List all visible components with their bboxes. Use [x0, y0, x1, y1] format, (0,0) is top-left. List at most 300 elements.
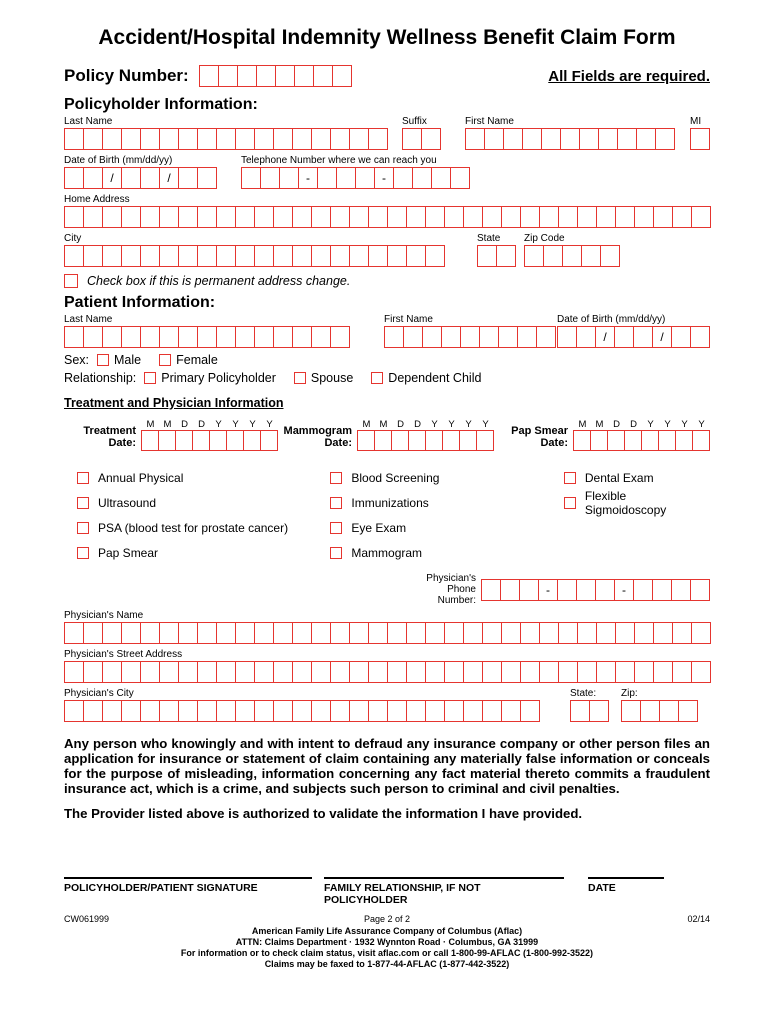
- comb-cell[interactable]: [102, 700, 122, 722]
- comb-cell[interactable]: [406, 700, 426, 722]
- comb-cell[interactable]: [256, 65, 276, 87]
- comb-cell[interactable]: [64, 700, 84, 722]
- comb-cell[interactable]: [640, 700, 660, 722]
- comb-cell[interactable]: [64, 622, 84, 644]
- comb-cell[interactable]: [330, 245, 350, 267]
- comb-cell[interactable]: [294, 65, 314, 87]
- comb-cell[interactable]: [178, 326, 198, 348]
- comb-cell[interactable]: [273, 245, 293, 267]
- comb-cell[interactable]: [425, 622, 445, 644]
- comb-cell[interactable]: [431, 167, 451, 189]
- comb-cell[interactable]: [199, 65, 219, 87]
- comb-cell[interactable]: [387, 206, 407, 228]
- comb-cell[interactable]: [83, 128, 103, 150]
- comb-cell[interactable]: [368, 128, 388, 150]
- comb-cell[interactable]: [121, 622, 141, 644]
- comb-cell[interactable]: [641, 430, 659, 451]
- comb-cell[interactable]: [560, 128, 580, 150]
- comb-cell[interactable]: [311, 700, 331, 722]
- comb-cell[interactable]: [254, 206, 274, 228]
- comb-cell[interactable]: [273, 206, 293, 228]
- date-signature-line[interactable]: DATE: [588, 877, 664, 906]
- comb-cell[interactable]: [140, 167, 160, 189]
- exam-checkbox[interactable]: [330, 522, 342, 534]
- comb-cell[interactable]: [463, 206, 483, 228]
- comb-cell[interactable]: [406, 245, 426, 267]
- comb-cell[interactable]: [634, 622, 654, 644]
- comb-cell[interactable]: [615, 661, 635, 683]
- exam-checkbox[interactable]: [564, 497, 576, 509]
- comb-cell[interactable]: [590, 430, 608, 451]
- comb-cell[interactable]: [140, 128, 160, 150]
- comb-cell[interactable]: [482, 206, 502, 228]
- comb-cell[interactable]: [349, 661, 369, 683]
- comb-cell[interactable]: [197, 622, 217, 644]
- comb-cell[interactable]: [600, 245, 620, 267]
- comb-cell[interactable]: [557, 579, 577, 601]
- comb-cell[interactable]: [501, 206, 521, 228]
- comb-cell[interactable]: [387, 661, 407, 683]
- comb-cell[interactable]: [121, 128, 141, 150]
- comb-cell[interactable]: [216, 622, 236, 644]
- comb-cell[interactable]: [496, 245, 516, 267]
- comb-cell[interactable]: [633, 579, 653, 601]
- comb-cell[interactable]: [617, 128, 637, 150]
- comb-cell[interactable]: [671, 579, 691, 601]
- comb-cell[interactable]: [311, 326, 331, 348]
- comb-cell[interactable]: [197, 700, 217, 722]
- comb-cell[interactable]: [64, 128, 84, 150]
- comb-cell[interactable]: [524, 245, 544, 267]
- comb-cell[interactable]: [634, 661, 654, 683]
- comb-cell[interactable]: [235, 326, 255, 348]
- comb-cell[interactable]: [254, 622, 274, 644]
- comb-cell[interactable]: [659, 700, 679, 722]
- comb-cell[interactable]: [425, 206, 445, 228]
- comb-cell[interactable]: [596, 622, 616, 644]
- comb-cell[interactable]: [425, 661, 445, 683]
- comb-cell[interactable]: [83, 326, 103, 348]
- comb-cell[interactable]: [596, 206, 616, 228]
- comb-cell[interactable]: [83, 661, 103, 683]
- exam-checkbox[interactable]: [77, 472, 89, 484]
- comb-cell[interactable]: [254, 128, 274, 150]
- comb-cell[interactable]: [178, 167, 198, 189]
- comb-cell[interactable]: [178, 700, 198, 722]
- comb-cell[interactable]: [692, 430, 710, 451]
- comb-cell[interactable]: [175, 430, 193, 451]
- comb-cell[interactable]: [498, 326, 518, 348]
- comb-cell[interactable]: [558, 206, 578, 228]
- comb-cell[interactable]: [317, 167, 337, 189]
- comb-cell[interactable]: [387, 622, 407, 644]
- comb-cell[interactable]: [368, 661, 388, 683]
- comb-cell[interactable]: [254, 326, 274, 348]
- comb-cell[interactable]: [216, 700, 236, 722]
- comb-cell[interactable]: [655, 128, 675, 150]
- comb-cell[interactable]: [349, 700, 369, 722]
- comb-cell[interactable]: [121, 167, 141, 189]
- comb-cell[interactable]: [484, 128, 504, 150]
- comb-cell[interactable]: [83, 700, 103, 722]
- comb-cell[interactable]: [607, 430, 625, 451]
- comb-cell[interactable]: [330, 661, 350, 683]
- comb-cell[interactable]: [292, 326, 312, 348]
- comb-cell[interactable]: [178, 128, 198, 150]
- comb-cell[interactable]: [216, 245, 236, 267]
- comb-cell[interactable]: [102, 326, 122, 348]
- comb-cell[interactable]: [503, 128, 523, 150]
- comb-cell[interactable]: [273, 128, 293, 150]
- comb-cell[interactable]: [279, 167, 299, 189]
- comb-cell[interactable]: [678, 700, 698, 722]
- comb-cell[interactable]: [311, 206, 331, 228]
- comb-cell[interactable]: [349, 206, 369, 228]
- comb-cell[interactable]: [83, 622, 103, 644]
- comb-cell[interactable]: [691, 622, 711, 644]
- comb-cell[interactable]: [520, 661, 540, 683]
- comb-cell[interactable]: [197, 206, 217, 228]
- comb-cell[interactable]: [562, 245, 582, 267]
- comb-cell[interactable]: [658, 430, 676, 451]
- comb-cell[interactable]: [64, 326, 84, 348]
- comb-cell[interactable]: [636, 128, 656, 150]
- comb-cell[interactable]: [621, 700, 641, 722]
- comb-cell[interactable]: [121, 661, 141, 683]
- comb-cell[interactable]: [273, 700, 293, 722]
- comb-cell[interactable]: [235, 661, 255, 683]
- comb-cell[interactable]: [422, 326, 442, 348]
- comb-cell[interactable]: [690, 326, 710, 348]
- comb-cell[interactable]: [460, 326, 480, 348]
- comb-cell[interactable]: [463, 661, 483, 683]
- policyholder-signature-line[interactable]: POLICYHOLDER/PATIENT SIGNATURE: [64, 877, 312, 906]
- comb-cell[interactable]: [570, 700, 590, 722]
- exam-checkbox[interactable]: [330, 497, 342, 509]
- comb-cell[interactable]: [573, 430, 591, 451]
- comb-cell[interactable]: [102, 206, 122, 228]
- comb-cell[interactable]: [178, 206, 198, 228]
- comb-cell[interactable]: [465, 128, 485, 150]
- comb-cell[interactable]: [292, 622, 312, 644]
- comb-cell[interactable]: [539, 622, 559, 644]
- comb-cell[interactable]: [672, 622, 692, 644]
- spouse-checkbox[interactable]: [294, 372, 306, 384]
- comb-cell[interactable]: [64, 245, 84, 267]
- comb-cell[interactable]: [235, 700, 255, 722]
- comb-cell[interactable]: [501, 661, 521, 683]
- comb-cell[interactable]: [311, 128, 331, 150]
- comb-cell[interactable]: [140, 206, 160, 228]
- comb-cell[interactable]: [482, 622, 502, 644]
- male-checkbox[interactable]: [97, 354, 109, 366]
- comb-cell[interactable]: [254, 700, 274, 722]
- comb-cell[interactable]: [675, 430, 693, 451]
- comb-cell[interactable]: [403, 326, 423, 348]
- comb-cell[interactable]: [442, 430, 460, 451]
- comb-cell[interactable]: [557, 326, 577, 348]
- comb-cell[interactable]: [273, 661, 293, 683]
- comb-cell[interactable]: [159, 206, 179, 228]
- comb-cell[interactable]: [83, 245, 103, 267]
- comb-cell[interactable]: [519, 579, 539, 601]
- comb-cell[interactable]: [520, 622, 540, 644]
- comb-cell[interactable]: [121, 206, 141, 228]
- comb-cell[interactable]: [159, 700, 179, 722]
- primary-policyholder-checkbox[interactable]: [144, 372, 156, 384]
- comb-cell[interactable]: [408, 430, 426, 451]
- comb-cell[interactable]: [536, 326, 556, 348]
- comb-cell[interactable]: [444, 661, 464, 683]
- comb-cell[interactable]: [577, 206, 597, 228]
- comb-cell[interactable]: [273, 326, 293, 348]
- comb-cell[interactable]: [121, 700, 141, 722]
- comb-cell[interactable]: [539, 661, 559, 683]
- comb-cell[interactable]: [349, 245, 369, 267]
- comb-cell[interactable]: [463, 622, 483, 644]
- comb-cell[interactable]: [425, 430, 443, 451]
- comb-cell[interactable]: [652, 579, 672, 601]
- comb-cell[interactable]: [197, 128, 217, 150]
- comb-cell[interactable]: [615, 622, 635, 644]
- exam-checkbox[interactable]: [77, 497, 89, 509]
- comb-cell[interactable]: [159, 622, 179, 644]
- female-checkbox[interactable]: [159, 354, 171, 366]
- comb-cell[interactable]: [541, 128, 561, 150]
- comb-cell[interactable]: [357, 430, 375, 451]
- comb-cell[interactable]: [355, 167, 375, 189]
- comb-cell[interactable]: [158, 430, 176, 451]
- comb-cell[interactable]: [384, 326, 404, 348]
- comb-cell[interactable]: [197, 245, 217, 267]
- comb-cell[interactable]: [237, 65, 257, 87]
- exam-checkbox[interactable]: [330, 547, 342, 559]
- comb-cell[interactable]: [615, 206, 635, 228]
- comb-cell[interactable]: [349, 622, 369, 644]
- comb-cell[interactable]: [520, 206, 540, 228]
- comb-cell[interactable]: [402, 128, 422, 150]
- comb-cell[interactable]: [368, 622, 388, 644]
- comb-cell[interactable]: [368, 700, 388, 722]
- comb-cell[interactable]: [558, 661, 578, 683]
- comb-cell[interactable]: [209, 430, 227, 451]
- comb-cell[interactable]: [479, 326, 499, 348]
- comb-cell[interactable]: [197, 167, 217, 189]
- comb-cell[interactable]: [140, 622, 160, 644]
- exam-checkbox[interactable]: [77, 522, 89, 534]
- comb-cell[interactable]: [425, 245, 445, 267]
- comb-cell[interactable]: [653, 622, 673, 644]
- comb-cell[interactable]: [235, 622, 255, 644]
- comb-cell[interactable]: [64, 206, 84, 228]
- comb-cell[interactable]: [624, 430, 642, 451]
- comb-cell[interactable]: [476, 430, 494, 451]
- comb-cell[interactable]: [216, 661, 236, 683]
- comb-cell[interactable]: [672, 206, 692, 228]
- comb-cell[interactable]: [482, 661, 502, 683]
- comb-cell[interactable]: [581, 245, 601, 267]
- comb-cell[interactable]: [121, 245, 141, 267]
- comb-cell[interactable]: [141, 430, 159, 451]
- comb-cell[interactable]: [64, 661, 84, 683]
- family-relationship-line[interactable]: FAMILY RELATIONSHIP, IF NOT POLICYHOLDER: [324, 877, 564, 906]
- comb-cell[interactable]: [391, 430, 409, 451]
- comb-cell[interactable]: [260, 430, 278, 451]
- comb-cell[interactable]: [691, 206, 711, 228]
- comb-cell[interactable]: [543, 245, 563, 267]
- comb-cell[interactable]: [159, 661, 179, 683]
- comb-cell[interactable]: [520, 700, 540, 722]
- comb-cell[interactable]: [690, 128, 710, 150]
- comb-cell[interactable]: [336, 167, 356, 189]
- comb-cell[interactable]: [273, 622, 293, 644]
- comb-cell[interactable]: [254, 661, 274, 683]
- comb-cell[interactable]: [522, 128, 542, 150]
- comb-cell[interactable]: [243, 430, 261, 451]
- comb-cell[interactable]: [596, 661, 616, 683]
- comb-cell[interactable]: [192, 430, 210, 451]
- comb-cell[interactable]: [671, 326, 691, 348]
- comb-cell[interactable]: [102, 661, 122, 683]
- comb-cell[interactable]: [102, 622, 122, 644]
- comb-cell[interactable]: [589, 700, 609, 722]
- comb-cell[interactable]: [292, 661, 312, 683]
- comb-cell[interactable]: [216, 128, 236, 150]
- comb-cell[interactable]: [292, 128, 312, 150]
- comb-cell[interactable]: [235, 128, 255, 150]
- comb-cell[interactable]: [311, 661, 331, 683]
- comb-cell[interactable]: [481, 579, 501, 601]
- comb-cell[interactable]: [598, 128, 618, 150]
- comb-cell[interactable]: [178, 622, 198, 644]
- comb-cell[interactable]: [387, 700, 407, 722]
- comb-cell[interactable]: [330, 622, 350, 644]
- comb-cell[interactable]: [140, 245, 160, 267]
- comb-cell[interactable]: [311, 245, 331, 267]
- comb-cell[interactable]: [83, 167, 103, 189]
- comb-cell[interactable]: [216, 206, 236, 228]
- comb-cell[interactable]: [577, 661, 597, 683]
- comb-cell[interactable]: [441, 326, 461, 348]
- comb-cell[interactable]: [412, 167, 432, 189]
- exam-label: PSA (blood test for prostate cancer): [98, 520, 289, 535]
- comb-cell[interactable]: [425, 700, 445, 722]
- comb-cell[interactable]: [477, 245, 497, 267]
- comb-cell[interactable]: [349, 128, 369, 150]
- comb-cell[interactable]: [450, 167, 470, 189]
- comb-cell[interactable]: [653, 206, 673, 228]
- address-change-checkbox[interactable]: [64, 274, 78, 288]
- comb-cell[interactable]: [539, 206, 559, 228]
- comb-cell[interactable]: [406, 622, 426, 644]
- comb-cell[interactable]: [459, 430, 477, 451]
- comb-cell[interactable]: [197, 326, 217, 348]
- comb-cell[interactable]: [159, 128, 179, 150]
- comb-cell[interactable]: [634, 206, 654, 228]
- comb-cell[interactable]: [558, 622, 578, 644]
- comb-cell[interactable]: [577, 622, 597, 644]
- comb-cell[interactable]: [83, 206, 103, 228]
- comb-cell[interactable]: [579, 128, 599, 150]
- comb-cell[interactable]: [178, 245, 198, 267]
- comb-cell[interactable]: [235, 206, 255, 228]
- comb-cell[interactable]: [482, 700, 502, 722]
- comb-cell[interactable]: [102, 128, 122, 150]
- comb-cell[interactable]: [368, 206, 388, 228]
- comb-cell[interactable]: [332, 65, 352, 87]
- comb-cell[interactable]: [140, 661, 160, 683]
- comb-cell[interactable]: [330, 128, 350, 150]
- comb-cell[interactable]: [406, 661, 426, 683]
- comb-cell[interactable]: [218, 65, 238, 87]
- telephone-label: Telephone Number where we can reach you: [241, 155, 437, 166]
- comb-cell[interactable]: [275, 65, 295, 87]
- comb-cell[interactable]: [691, 661, 711, 683]
- comb-cell[interactable]: [292, 700, 312, 722]
- comb-cell[interactable]: [406, 206, 426, 228]
- comb-cell[interactable]: [292, 206, 312, 228]
- comb-cell[interactable]: [121, 326, 141, 348]
- comb-cell[interactable]: [653, 661, 673, 683]
- comb-cell[interactable]: [444, 206, 464, 228]
- comb-cell[interactable]: [368, 245, 388, 267]
- comb-cell[interactable]: [226, 430, 244, 451]
- comb-cell[interactable]: [501, 700, 521, 722]
- comb-cell[interactable]: [330, 700, 350, 722]
- comb-cell[interactable]: [330, 206, 350, 228]
- comb-cell[interactable]: [517, 326, 537, 348]
- comb-cell[interactable]: [292, 245, 312, 267]
- comb-cell[interactable]: [178, 661, 198, 683]
- exam-checkbox[interactable]: [77, 547, 89, 559]
- comb-cell[interactable]: [140, 700, 160, 722]
- comb-cell[interactable]: [241, 167, 261, 189]
- comb-cell[interactable]: [313, 65, 333, 87]
- comb-cell[interactable]: [254, 245, 274, 267]
- comb-cell[interactable]: [260, 167, 280, 189]
- comb-cell[interactable]: [374, 430, 392, 451]
- comb-cell[interactable]: [690, 579, 710, 601]
- comb-cell[interactable]: [159, 245, 179, 267]
- comb-cell[interactable]: [140, 326, 160, 348]
- comb-cell[interactable]: [463, 700, 483, 722]
- exam-checkbox[interactable]: [330, 472, 342, 484]
- comb-cell[interactable]: [330, 326, 350, 348]
- comb-cell[interactable]: [672, 661, 692, 683]
- comb-cell[interactable]: [500, 579, 520, 601]
- comb-cell[interactable]: [576, 326, 596, 348]
- comb-cell[interactable]: [393, 167, 413, 189]
- exam-checkbox[interactable]: [564, 472, 576, 484]
- comb-cell[interactable]: [159, 326, 179, 348]
- comb-cell[interactable]: [235, 245, 255, 267]
- comb-cell[interactable]: [614, 326, 634, 348]
- comb-cell[interactable]: [633, 326, 653, 348]
- comb-cell[interactable]: [311, 622, 331, 644]
- comb-cell[interactable]: [421, 128, 441, 150]
- comb-cell[interactable]: [102, 245, 122, 267]
- comb-cell[interactable]: [576, 579, 596, 601]
- comb-cell[interactable]: [501, 622, 521, 644]
- comb-cell[interactable]: [216, 326, 236, 348]
- comb-cell[interactable]: [444, 700, 464, 722]
- comb-cell[interactable]: [197, 661, 217, 683]
- comb-cell[interactable]: [444, 622, 464, 644]
- comb-cell[interactable]: [387, 245, 407, 267]
- dependent-child-checkbox[interactable]: [371, 372, 383, 384]
- comb-cell[interactable]: [64, 167, 84, 189]
- comb-cell[interactable]: [595, 579, 615, 601]
